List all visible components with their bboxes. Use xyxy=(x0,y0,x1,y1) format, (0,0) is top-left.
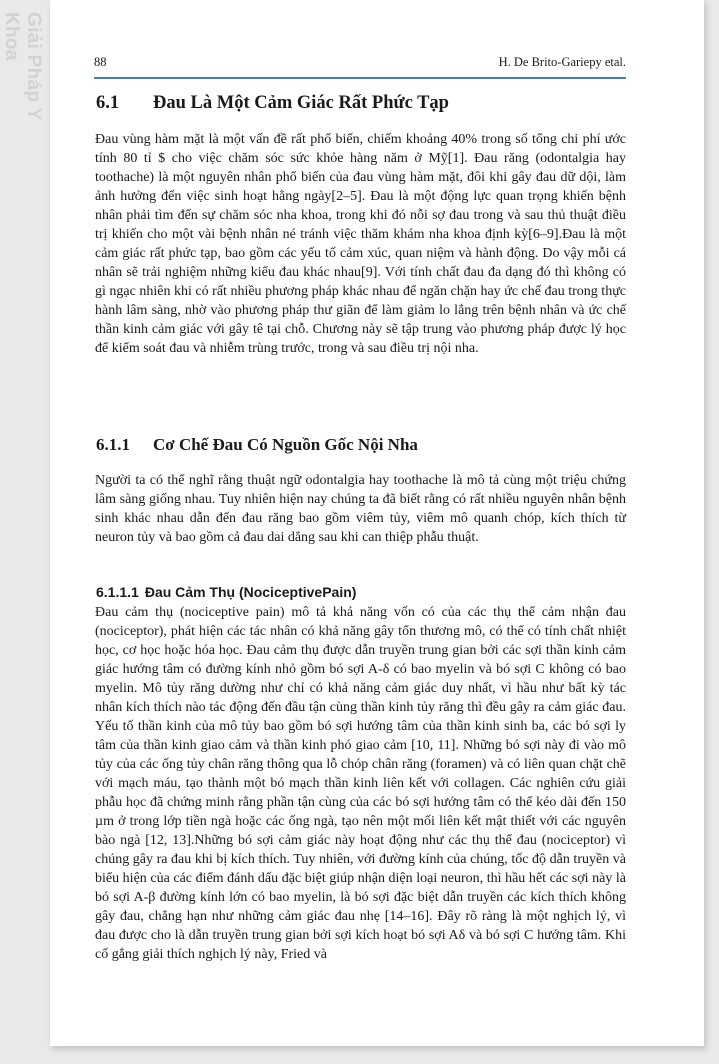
running-head xyxy=(94,55,626,75)
subsubsection-title: Đau Cảm Thụ (NociceptivePain) xyxy=(144,584,357,600)
subsubsection-number: 6.1.1.1 xyxy=(96,584,139,600)
subsection-title: Cơ Chế Đau Có Nguồn Gốc Nội Nha xyxy=(153,435,418,454)
subsubsection-heading xyxy=(96,584,626,600)
section-heading xyxy=(96,93,626,114)
section-number: 6.1 xyxy=(96,93,120,113)
running-head-authors: H. De Brito-Gariepy etal. xyxy=(498,55,626,69)
section-title: Đau Là Một Cảm Giác Rất Phức Tạp xyxy=(153,93,449,113)
header-rule xyxy=(94,77,626,79)
section-paragraph: Đau vùng hàm mặt là một vấn đề rất phổ biến, chiếm khoảng 40% trong số tổng chi phí ước tính 80 tỉ $ cho việc chăm sóc sức khỏe hàng năm ở Mỹ[1]. Đau răng (odontalgia hay toothache) là một nguyên nhân phổ biến của đau vùng hàm mặt, đôi khi gây đau dữ dội, làm ảnh hưởng đến việc sinh hoạt hằng ngày[2–5]. Đau là một động lực quan trọng khiến bệnh nhân phải tìm đến sự chăm sóc nha khoa, trong khi đó nỗi sợ đau trong và sau thủ thuật điều trị khiến cho một vài bệnh nhân né tránh việc thăm khám nha khoa định kỳ[6–9].Đau là một cảm giác rất phức tạp, bao gồm các yếu tố cảm xúc, quan niệm và hành động. Do vậy mỗi cá nhân sẽ trải nghiệm những kiểu đau khác nhau[9]. Với tính chất đau đa dạng đó thì không có gì ngạc nhiên khi có rất nhiều phương pháp khác nhau để ngăn chặn hay ức chế đau trong thực hành lâm sàng, nhờ vào phương pháp thư giãn để làm giảm lo lắng trên bệnh nhân và ức chế thần kinh cảm giác với gây tê tại chỗ. Chương này sẽ tập trung vào phương pháp được lý học để kiểm soát đau và nhiễm trùng trước, trong và sau điều trị nội nha. xyxy=(95,132,626,356)
subsection-paragraph: Người ta có thể nghĩ rằng thuật ngữ odontalgia hay toothache là mô tả cùng một triệu chứng lâm sàng giống nhau. Tuy nhiên hiện nay chúng ta đã biết rằng có rất nhiều nguyên nhân bệnh sinh khác nhau dẫn đến đau răng bao gồm viêm tủy, viêm mô quanh chóp, kích thích từ neuron tủy và bao gồm cả đau dai dẳng sau khi can thiệp phẫu thuật. xyxy=(95,473,626,545)
watermark-text: Giải Pháp Y Khoa xyxy=(1,12,44,121)
subsubsection-paragraph: Đau cảm thụ (nociceptive pain) mô tả khả năng vốn có của các thụ thể cảm nhận đau (nociceptor), phát hiện các tác nhân có khả năng gây tổn thương mô, có thể có tính chất nhiệt học, cơ học hoặc hóa học. Đau cảm thụ được dẫn truyền trung gian bởi các sợi thần kinh cảm giác hướng tâm có đường kính nhỏ gồm bó sợi A-δ có bao myelin và bó sợi C không có bao myelin. Mô tủy răng dường như chỉ có khả năng cảm giác duy nhất, vì hầu như bất kỳ tác nhân kích thích nào tác động đến đầu tận cùng thần kinh tủy răng thì đều gây ra cảm giác đau. Yếu tố thần kinh của mô tủy bao gồm bó sợi hướng tâm của thần kinh sinh ba, các bó sợi ly tâm của thần kinh giao cảm và thần kinh phó giao cảm [10, 11]. Những bó sợi này đi vào mô tủy của các ống tủy chân răng thông qua lỗ chóp chân răng (foramen) và có liên quan chặt chẽ với mạch máu, tạo thành một bó mạch thần kinh liên kết với collagen. Các nghiên cứu giải phẫu học đã chứng minh rằng phần tận cùng của các bó sợi hướng tâm có thể kéo dài đến 150 µm ở trong lớp tiền ngà hoặc các ống ngà, tạo nên một mối liên kết mật thiết với các nguyên bào ngà [12, 13].Những bó sợi cảm giác này hoạt động như các thụ thể đau (nociceptor) vì chúng gây ra đau khi bị kích thích. Tuy nhiên, với đường kính của chúng, tốc độ dẫn truyền và biểu hiện của các điểm đánh dấu đặc biệt giúp nhận diện loại neuron, thì hầu hết các sợi này là bó sợi A-β đường kính lớn có bao myelin, là bó sợi đặc biệt dẫn truyền các kích thích không gây đau, chẳng hạn như những cảm giác đau nhẹ [14–16]. Đây rõ ràng là một nghịch lý, vì đau được cho là dẫn truyền trung gian bởi sợi kích hoạt bó sợi Aδ và bó sợi C hướng tâm. Khi cố gắng giải thích nghịch lý này, Fried và xyxy=(95,605,626,962)
subsection-heading xyxy=(96,435,626,455)
page-number: 88 xyxy=(94,55,107,69)
subsection-number: 6.1.1 xyxy=(96,435,130,454)
